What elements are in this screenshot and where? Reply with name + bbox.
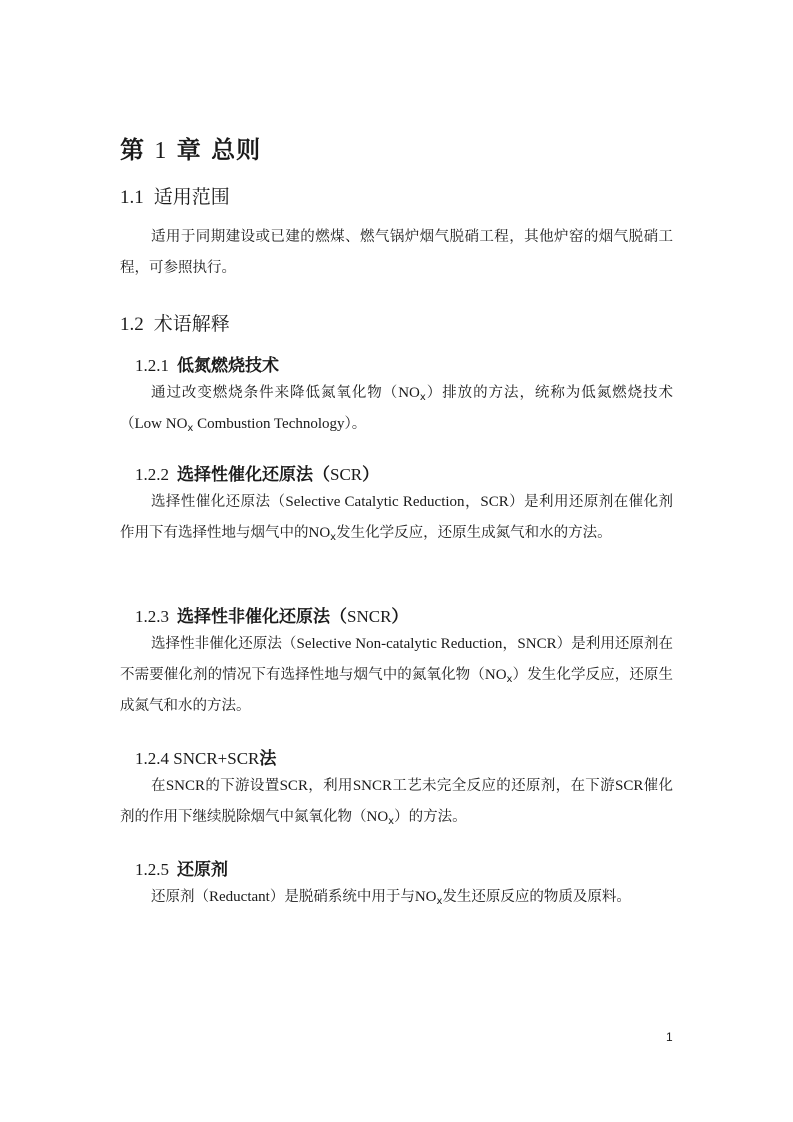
subsection-heading-1-2-4: 1.2.4 SNCR+SCR法 [135, 749, 277, 769]
paragraph-sncr: 选择性非催化还原法（Selective Non-catalytic Reduction，SNCR）是利用还原剂在不需要催化剂的情况下有选择性地与烟气中的氮氧化物$(NO_x)$发生化学反应，还原生成氮气和水的方法。 [120, 636, 674, 714]
page-number: 1 [666, 1030, 673, 1044]
paragraph-sncr-scr: 在SNCR的下游设置SCR，利用SNCR工艺未完全反应的还原剂，在下游SCR催化剂的作用下继续脱除烟气中氮氧化物$(NO_x)$的方法。 [120, 778, 674, 827]
chapter-title: 第 1 章 总则 [120, 136, 262, 164]
paragraph-scope: 适用于同期建设或已建的燃煤、燃气锅炉烟气脱硝工程，其他炉窑的烟气脱硝工程，可参照执行。 [120, 229, 673, 276]
paragraph-scr: 选择性催化还原法（Selective Catalytic Reduction，SCR）是利用还原剂在催化剂作用下有选择性地与烟气中的$NO_x$发生化学反应，还原生成氮气和水的方法。 [120, 494, 673, 543]
paragraph-low-nox: 通过改变燃烧条件来降低氮氧化物$(NO_x)$排放的方法，统称为低氮燃烧技术（Low $NO_x$ Combustion Technology）。 [120, 385, 673, 434]
subsection-heading-1-2-2: 1.2.2 选择性催化还原法（SCR） [135, 465, 380, 485]
section-heading-1-2: 1.2 术语解释 [120, 313, 230, 335]
paragraph-reductant: 还原剂（Reductant）是脱硝系统中用于与$NO_x$发生还原反应的物质及原料。 [151, 889, 631, 907]
subsection-heading-1-2-1: 1.2.1 低氮燃烧技术 [135, 356, 279, 376]
subsection-heading-1-2-5: 1.2.5 还原剂 [135, 860, 228, 880]
subsection-heading-1-2-3: 1.2.3 选择性非催化还原法（SNCR） [135, 607, 409, 627]
section-heading-1-1: 1.1 适用范围 [120, 186, 230, 208]
